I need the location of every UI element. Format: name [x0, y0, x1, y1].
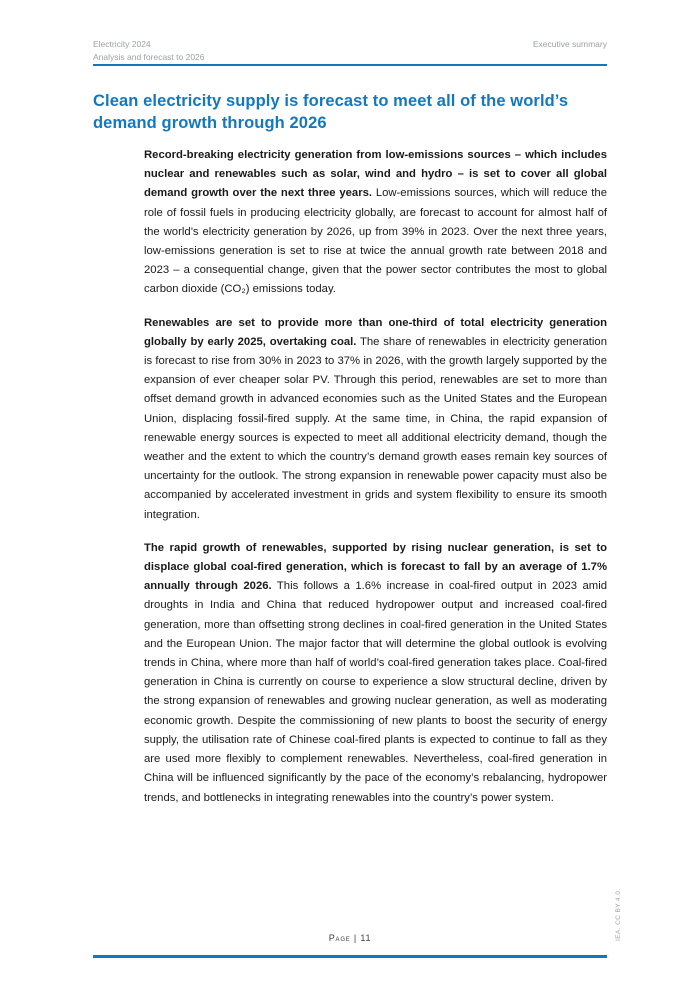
paragraph-2-lead: Renewables are set to provide more than one-third of total electricity generation globally by early 2025, overtaking coal.: [144, 316, 607, 348]
section-label: Executive summary: [532, 39, 607, 49]
page-number: Page | 11: [328, 933, 372, 943]
header-divider: [93, 64, 607, 66]
paragraph-2: [144, 314, 607, 525]
report-subtitle: Analysis and forecast to 2026: [93, 51, 205, 62]
page-header: [93, 38, 607, 63]
paragraph-1: [144, 146, 607, 300]
page-title: Clean electricity supply is forecast to meet all of the world’s demand growth through 2026: [93, 92, 569, 133]
header-left: [93, 38, 205, 63]
paragraph-1-body: Low-emissions sources, which will reduce the role of fossil fuels in producing electricity globally, are forecast to account for almost half of the world’s electricity generation by 2026, up from 39% in 2023. Over the next three years, low-emissions generation is set to rise at twice the annual growth rate between 2018 and 2023 – a consequential change, given that the power sector contributes the most to global carbon dioxide (CO₂) emissions today.: [144, 187, 607, 296]
body-content: [144, 146, 607, 822]
paragraph-1-lead: Record-breaking electricity generation from low-emissions sources – which includes nuclear and renewables such as solar, wind and hydro – is set to cover all global demand growth over the next three years.: [144, 149, 607, 200]
report-title: Electricity 2024: [93, 39, 151, 49]
paragraph-3-lead: The rapid growth of renewables, supported by rising nuclear generation, is set to displace global coal-fired generation, which is forecast to fall by an average of 1.7% annually through 2026.: [144, 541, 607, 593]
paragraph-3: [144, 539, 607, 808]
paragraph-2-body: The share of renewables in electricity generation is forecast to rise from 30% in 2023 to 37% in 2026, with the growth largely supported by the expansion of ever cheaper solar PV. Through this period, renewables are set to more than offset demand growth in advanced economies such as the United States and the European Union, displacing fossil-fired supply. At the same time, in China, the rapid expansion of renewable energy sources is expected to meet all additional electricity demand, though the weather and the extent to which the country’s demand growth eases remain key sources of uncertainty for the outlook. The strong expansion in renewable power capacity must also be accompanied by accelerated investment in grids and system flexibility to ensure its smooth integration.: [144, 335, 607, 521]
license-note: IEA. CC BY 4.0.: [615, 888, 622, 941]
paragraph-3-body: This follows a 1.6% increase in coal-fired output in 2023 amid droughts in India and China that reduced hydropower output and increased coal-fired generation, more than offsetting strong declines in coal-fired generation in the United States and the European Union. The major factor that will determine the global outlook is evolving trends in China, where more than half of world’s coal-fired generation takes place. Coal-fired generation in China is currently on course to experience a slow structural decline, driven by the strong expansion of renewables and growing nuclear generation, as well as moderating economic growth. Despite the commissioning of new plants to boost the security of energy supply, the utilisation rate of Chinese coal-fired plants is expected to continue to fall as they are used more flexibly to complement renewables. Nevertheless, coal-fired generation in China will be influenced significantly by the pace of the economy’s rebalancing, hydropower trends, and bottlenecks in integrating renewables into the country’s power system.: [144, 580, 607, 804]
footer-divider: [93, 955, 607, 958]
page-footer: [93, 933, 607, 943]
